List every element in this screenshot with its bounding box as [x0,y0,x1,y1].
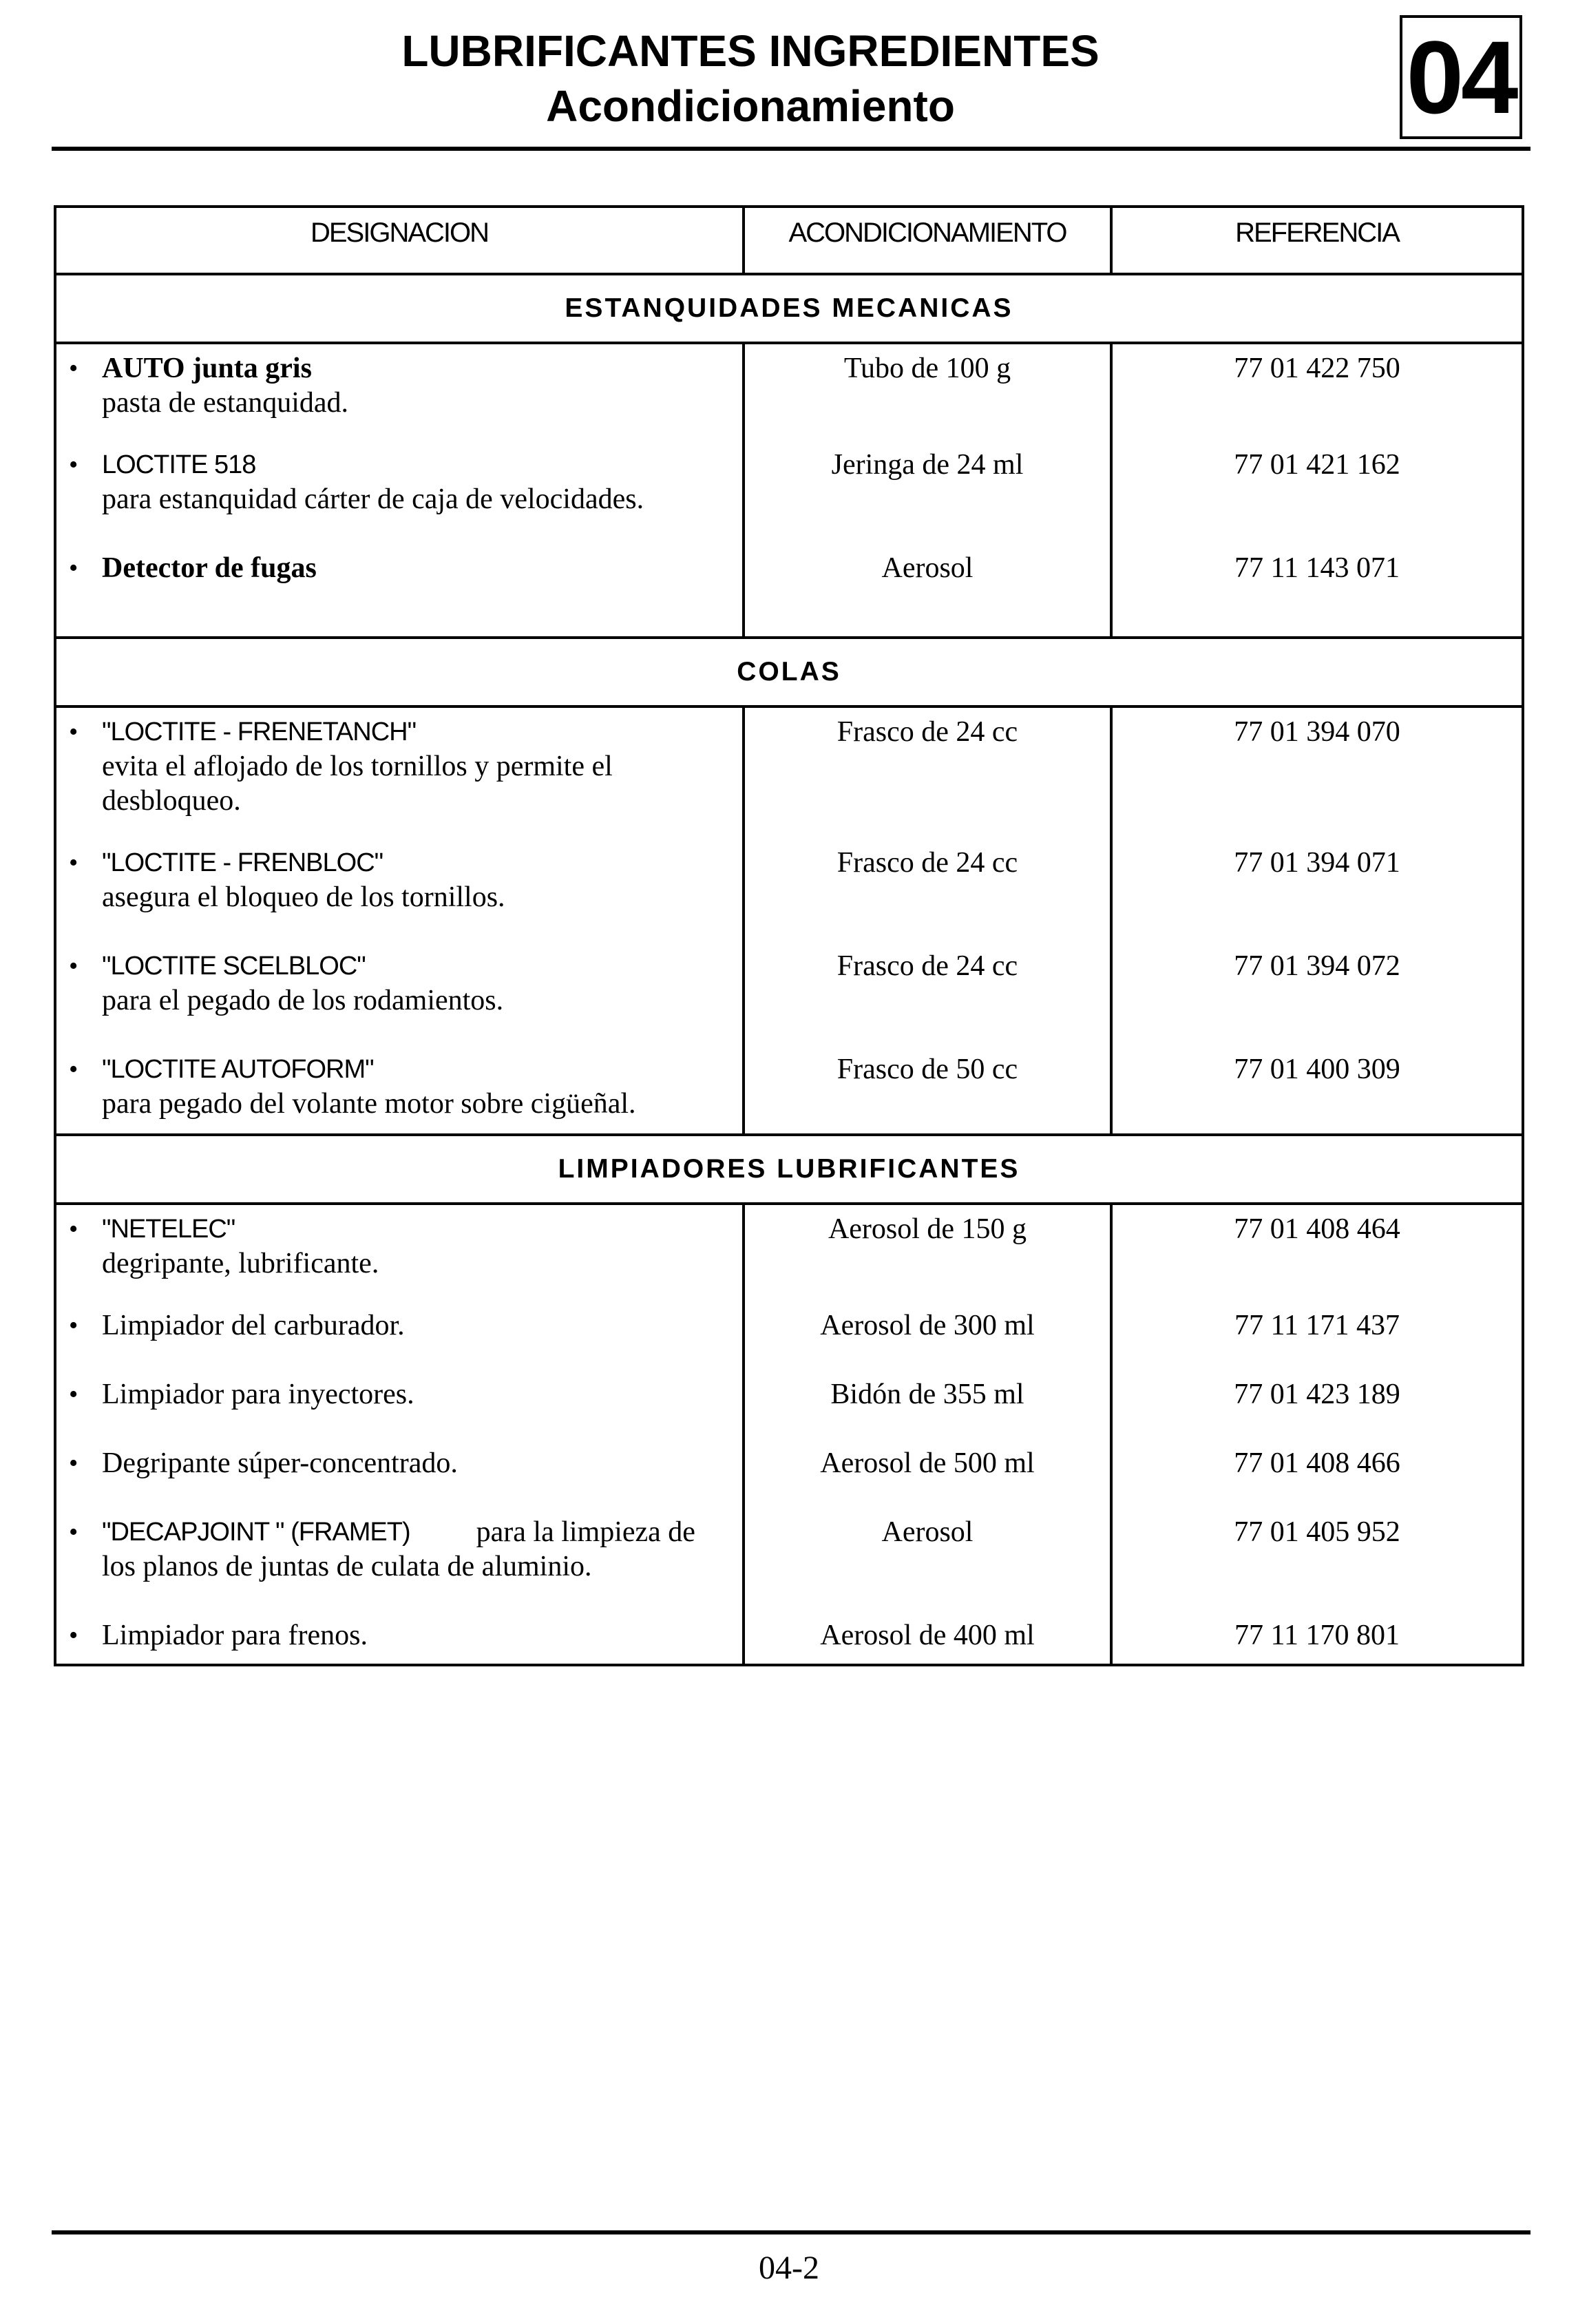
bullet-icon: • [69,354,78,383]
product-description-lead: para la limpieza de [476,1516,695,1548]
page-subtitle: Acondicionamiento [546,81,955,131]
bullet-icon: • [69,952,78,981]
product-description: pasta de estanquidad. [102,387,349,419]
designation-cell [56,344,745,448]
product-name: Degripante súper-concentrado. [102,1447,458,1479]
table-row [56,551,1522,636]
products-table [54,205,1524,1666]
product-description: degripante, lubrificante. [102,1248,379,1279]
bullet-icon: • [69,1055,78,1084]
bullet-icon: • [69,1311,78,1340]
designation-cell [56,1515,745,1618]
product-name: Limpiador para inyectores. [102,1379,414,1410]
product-description: para pegado del volante motor sobre cigüeñal. [102,1088,636,1120]
product-name: Detector de fugas [102,552,317,584]
designation-cell [56,448,745,551]
bullet-icon: • [69,848,78,877]
designation-cell [56,1205,745,1308]
packaging-cell: Aerosol [745,1515,1113,1618]
designation-cell [56,1377,745,1446]
table-header-row [56,208,1522,275]
table-row [56,846,1522,949]
designation-cell [56,1618,745,1664]
table-row [56,1446,1522,1515]
header-rule [52,147,1530,151]
product-name: "LOCTITE AUTOFORM" [102,1055,374,1084]
bullet-icon: • [69,1518,78,1547]
section-body-estanquidades [56,344,1522,639]
product-name: "LOCTITE - FRENETANCH" [102,718,417,746]
product-description: para el pegado de los rodamientos. [102,985,504,1016]
column-header-referencia: REFERENCIA [1235,218,1399,248]
table-row [56,1205,1522,1308]
reference-cell: 77 01 394 071 [1234,847,1400,879]
section-body-colas [56,708,1522,1136]
designation-cell [56,1052,745,1133]
bullet-icon: • [69,450,78,479]
packaging-cell: Frasco de 24 cc [745,846,1113,949]
table-row [56,1052,1522,1133]
packaging-cell: Frasco de 50 cc [745,1052,1113,1133]
product-name: Limpiador para frenos. [102,1620,368,1651]
column-header-acondicionamiento: ACONDICIONAMIENTO [745,208,1113,273]
product-description: evita el aflojado de los tornillos y permite el [102,751,613,782]
section-body-limpiadores [56,1205,1522,1664]
bullet-icon: • [69,1380,78,1409]
reference-cell: 77 01 408 464 [1234,1213,1400,1245]
designation-cell [56,708,745,846]
page-header [52,0,1530,155]
packaging-cell: Aerosol [745,551,1113,636]
product-name: "LOCTITE SCELBLOC" [102,952,366,981]
packaging-cell: Frasco de 24 cc [745,949,1113,1052]
packaging-cell: Aerosol de 500 ml [745,1446,1113,1515]
packaging-cell: Bidón de 355 ml [745,1377,1113,1446]
section-title-colas: COLAS [56,639,1522,708]
designation-cell [56,846,745,949]
reference-cell: 77 01 405 952 [1234,1516,1400,1548]
reference-cell: 77 01 394 072 [1234,950,1400,982]
table-row [56,344,1522,448]
reference-cell: 77 01 423 189 [1234,1379,1400,1410]
product-description: para estanquidad cárter de caja de velocidades. [102,483,644,515]
packaging-cell: Tubo de 100 g [745,344,1113,448]
section-title-estanquidades: ESTANQUIDADES MECANICAS [56,275,1522,344]
bullet-icon: • [69,1215,78,1244]
product-description-continued: desbloqueo. [102,785,241,817]
table-row [56,448,1522,551]
reference-cell: 77 11 143 071 [1234,552,1400,584]
reference-cell: 77 11 171 437 [1234,1310,1400,1341]
table-row [56,949,1522,1052]
packaging-cell: Aerosol de 150 g [745,1205,1113,1308]
packaging-cell: Frasco de 24 cc [745,708,1113,846]
product-description: los planos de juntas de culata de aluminio. [102,1551,592,1582]
reference-cell: 77 01 408 466 [1234,1447,1400,1479]
designation-cell [56,1308,745,1377]
table-row [56,1515,1522,1618]
bullet-icon: • [69,554,78,583]
reference-cell: 77 01 422 750 [1234,353,1400,384]
packaging-cell: Aerosol de 400 ml [745,1618,1113,1664]
product-name: "NETELEC" [102,1215,235,1244]
bullet-icon: • [69,718,78,746]
product-name: Limpiador del carburador. [102,1310,405,1341]
footer-rule [52,2230,1530,2234]
reference-cell: 77 11 170 801 [1234,1620,1400,1651]
packaging-cell: Jeringa de 24 ml [745,448,1113,551]
chapter-number: 04 [1400,15,1522,139]
page-title: LUBRIFICANTES INGREDIENTES [401,26,1100,76]
bullet-icon: • [69,1449,78,1478]
product-name: "LOCTITE - FRENBLOC" [102,848,383,877]
table-row [56,1308,1522,1377]
bullet-icon: • [69,1621,78,1650]
product-name: AUTO junta gris [102,353,312,384]
product-name: "DECAPJOINT " (FRAMET) [102,1518,410,1547]
section-title-limpiadores: LIMPIADORES LUBRIFICANTES [56,1136,1522,1205]
product-description: asegura el bloqueo de los tornillos. [102,881,505,913]
designation-cell [56,949,745,1052]
designation-cell [56,1446,745,1515]
table-row [56,1377,1522,1446]
table-row [56,1618,1522,1664]
table-row [56,708,1522,846]
title-block [52,23,1449,134]
reference-cell: 77 01 400 309 [1234,1054,1400,1085]
designation-cell [56,551,745,636]
page-number: 04-2 [759,2250,819,2286]
reference-cell: 77 01 421 162 [1234,449,1400,481]
column-header-designacion: DESIGNACION [56,208,745,273]
product-name: LOCTITE 518 [102,450,256,479]
reference-cell: 77 01 394 070 [1234,716,1400,748]
packaging-cell: Aerosol de 300 ml [745,1308,1113,1377]
